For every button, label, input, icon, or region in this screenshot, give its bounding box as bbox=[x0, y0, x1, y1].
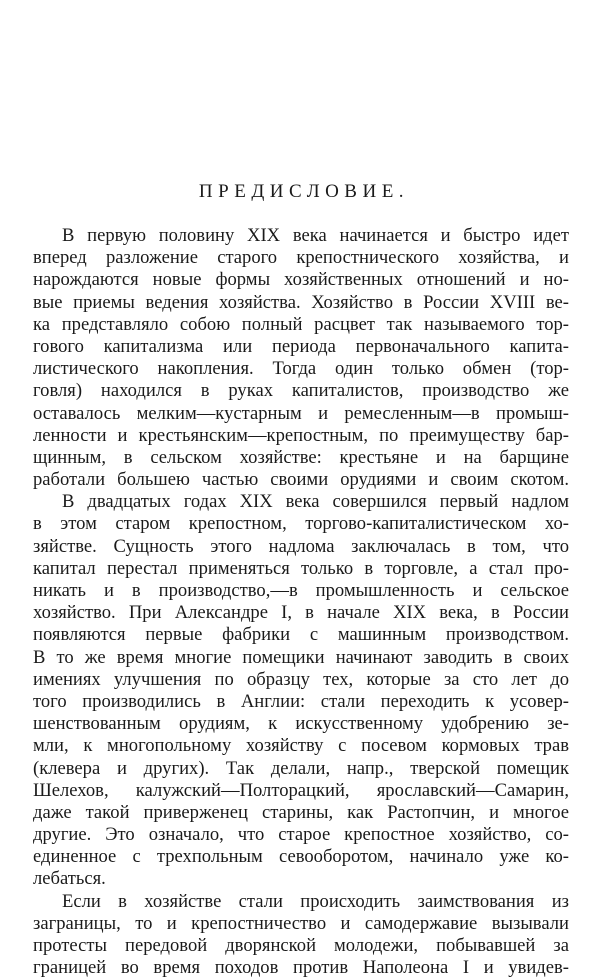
paragraph-3 bbox=[33, 891, 569, 979]
text-line: говля) находился в руках капиталистов, производство же bbox=[33, 380, 569, 402]
text-line: ка представляло собою полный расцвет так называемого тор- bbox=[33, 313, 569, 335]
text-line: границей во время походов против Наполеона I и увидев- bbox=[33, 957, 569, 979]
text-line: работали большею частью своими орудиями и своим скотом. bbox=[33, 469, 569, 491]
text-line: заграницы, то и крепостничество и самодержавие вызывали bbox=[33, 912, 569, 934]
paragraph-1 bbox=[33, 225, 569, 491]
text-line: того производились в Англии: стали переходить к усовер- bbox=[33, 690, 569, 712]
text-line: единенное с трехпольным севооборотом, начинало уже ко- bbox=[33, 846, 569, 868]
text-line: другие. Это означало, что старое крепостное хозяйство, со- bbox=[33, 824, 569, 846]
text-line: (клевера и других). Так делали, напр., тверской помещик bbox=[33, 757, 569, 779]
chapter-title: ПРЕДИСЛОВИЕ. bbox=[198, 181, 410, 202]
text-line: вые приемы ведения хозяйства. Хозяйство в России XVIII ве- bbox=[33, 291, 569, 313]
text-line: гового капитализма или периода первоначального капита- bbox=[33, 335, 569, 357]
paragraph-2 bbox=[33, 491, 569, 890]
text-line: появляются первые фабрики с машинным производством. bbox=[33, 624, 569, 646]
text-line: оставалось мелким—кустарным и ремесленным—в промыш- bbox=[33, 402, 569, 424]
text-line: лебаться. bbox=[33, 868, 106, 890]
text-line: нарождаются новые формы хозяйственных отношений и но- bbox=[33, 269, 569, 291]
text-line: шенствованным орудиям, к искусственному удобрению зе- bbox=[33, 713, 569, 735]
text-line: вперед разложение старого крепостнического хозяйства, и bbox=[33, 247, 569, 269]
text-line: никать и в производство,—в промышленность и сельское bbox=[33, 580, 569, 601]
body-text bbox=[33, 225, 569, 979]
text-line: листического накопления. Тогда один только обмен (тор- bbox=[33, 358, 569, 380]
text-line: щинным, в сельском хозяйстве: крестьяне и на барщине bbox=[33, 446, 569, 468]
text-line: В то же время многие помещики начинают заводить в своих bbox=[33, 646, 569, 668]
text-line: зяйстве. Сущность этого надлома заключалась в том, что bbox=[33, 535, 569, 557]
text-line: хозяйство. При Александре I, в начале XIX века, в России bbox=[33, 602, 569, 624]
text-line: Если в хозяйстве стали происходить заимствования из bbox=[62, 890, 569, 912]
text-line: В первую половину XIX века начинается и быстро идет bbox=[62, 225, 569, 246]
text-line: имениях улучшения по образцу тех, которые за сто лет до bbox=[33, 668, 569, 690]
text-line: капитал перестал применяться только в торговле, а стал про- bbox=[33, 557, 569, 579]
text-line: мли, к многопольному хозяйству с посевом кормовых трав bbox=[33, 735, 569, 757]
text-line: Шелехов, калужский—Полторацкий, ярославский—Самарин, bbox=[33, 779, 569, 801]
text-line: в этом старом крепостном, торгово-капиталистическом хо- bbox=[33, 513, 569, 535]
text-line: В двадцатых годах XIX века совершился первый надлом bbox=[62, 491, 569, 513]
text-line: даже такой приверженец старины, как Растопчин, и многое bbox=[33, 801, 569, 823]
text-line: протесты передовой дворянской молодежи, побывавшей за bbox=[33, 935, 569, 956]
text-line: ленности и крестьянским—крепостным, по преимуществу бар- bbox=[33, 424, 569, 446]
